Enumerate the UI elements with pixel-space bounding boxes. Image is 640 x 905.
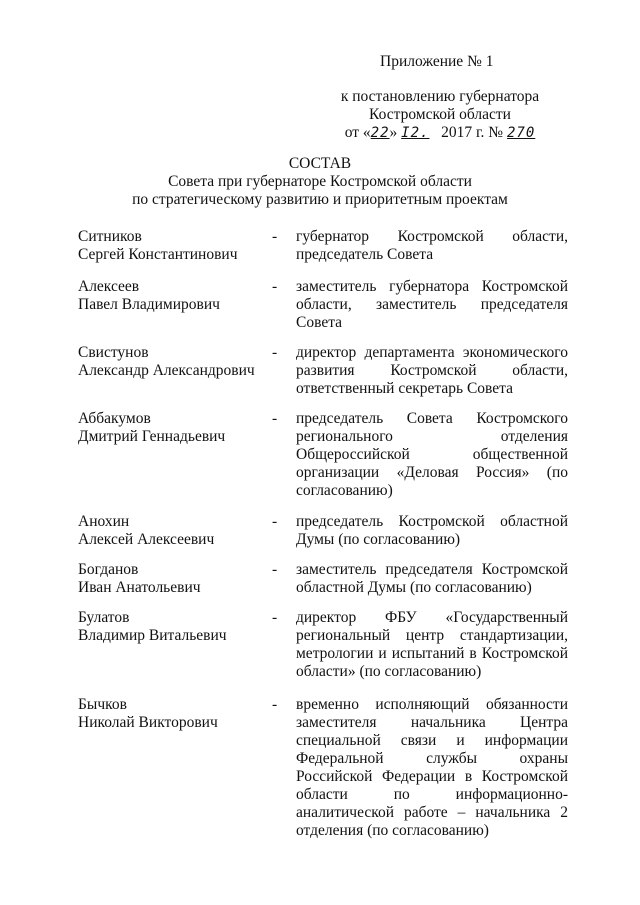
member-role: временно исполняющий обязанности заместителя начальника Центра специальной связи и информации Федеральной службы охраны Российской Федерации в Костромской области по информационно-аналитической работе – начальника 2 отделения (по согласованию) [296, 696, 568, 839]
member-given-names: Алексей Алексеевич [78, 531, 215, 548]
member-dash: - [272, 278, 278, 295]
member-dash: - [272, 696, 278, 713]
member-name [78, 513, 268, 549]
member-surname: Ситников [78, 228, 142, 245]
member-given-names: Иван Анатольевич [78, 579, 201, 596]
member-name [78, 344, 268, 380]
member-role: председатель Совета Костромского регионального отделения Общероссийской общественной организации «Деловая Россия» (по согласованию) [296, 410, 568, 499]
date-prefix: от « [344, 124, 371, 141]
date-year: 2017 г. № [441, 124, 504, 141]
member-name [78, 696, 268, 732]
heading-line-2: Совета при губернаторе Костромской области [168, 173, 472, 190]
date-day: 22 [370, 125, 390, 141]
appendix-title: Приложение № 1 [380, 53, 494, 70]
member-surname: Аббакумов [78, 410, 151, 427]
member-role: губернатор Костромской области, председатель Совета [296, 228, 568, 263]
member-surname: Свистунов [78, 344, 149, 361]
member-name [78, 228, 268, 264]
member-surname: Богданов [78, 561, 139, 578]
appendix-reference [325, 88, 555, 142]
member-given-names: Павел Владимирович [78, 296, 220, 313]
member-dash: - [272, 561, 278, 578]
date-month: I2. [401, 125, 430, 141]
date-line [325, 124, 555, 142]
member-dash: - [272, 228, 278, 245]
member-role: председатель Костромской областной Думы (по согласованию) [296, 513, 568, 548]
heading-title: СОСТАВ [288, 155, 352, 172]
document-heading [80, 155, 560, 209]
member-surname: Алексеев [78, 278, 140, 295]
member-name [78, 609, 268, 645]
member-dash: - [272, 513, 278, 530]
member-given-names: Николай Викторович [78, 714, 218, 731]
member-given-names: Александр Александрович [78, 362, 255, 379]
member-given-names: Владимир Витальевич [78, 627, 227, 644]
member-name [78, 278, 268, 314]
heading-line-3: по стратегическому развитию и приоритетным проектам [132, 191, 508, 208]
member-given-names: Сергей Константинович [78, 246, 238, 263]
member-dash: - [272, 609, 278, 626]
member-surname: Бычков [78, 696, 127, 713]
ref-line-2: Костромской области [369, 106, 511, 123]
member-dash: - [272, 344, 278, 361]
member-dash: - [272, 410, 278, 427]
member-surname: Булатов [78, 609, 130, 626]
member-name [78, 561, 268, 597]
date-mid: » [389, 124, 398, 141]
member-role: заместитель губернатора Костромской области, заместитель председателя Совета [296, 278, 568, 331]
member-role: заместитель председателя Костромской областной Думы (по согласованию) [296, 561, 568, 596]
ref-line-1: к постановлению губернатора [340, 88, 540, 105]
doc-number: 270 [506, 125, 536, 141]
member-given-names: Дмитрий Геннадьевич [78, 428, 226, 445]
member-role: директор департамента экономического развития Костромской области, ответственный секретарь Совета [296, 344, 568, 397]
member-name [78, 410, 268, 446]
member-role: директор ФБУ «Государственный региональный центр стандартизации, метрологии и испытаний в Костромской области» (по согласованию) [296, 609, 568, 680]
member-surname: Анохин [78, 513, 130, 530]
